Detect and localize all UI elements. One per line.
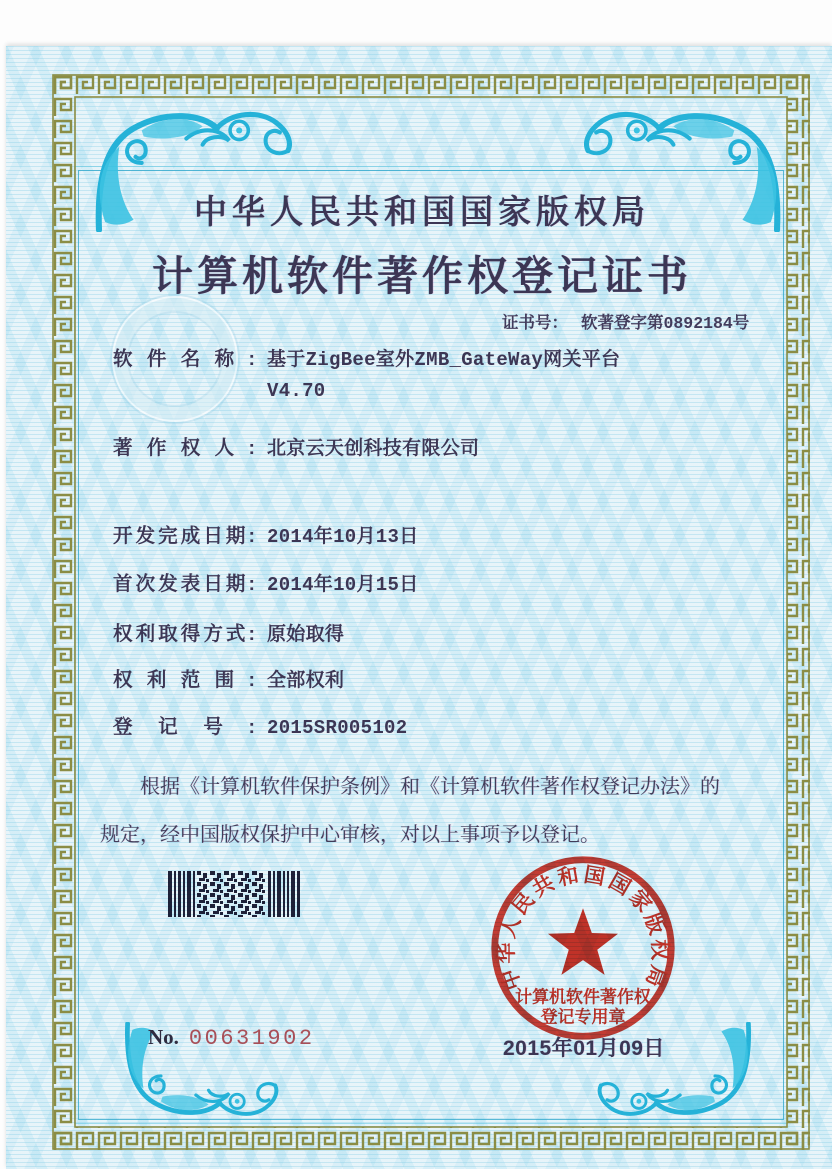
field-value: 全部权利 (267, 670, 345, 692)
field-value: 基于ZigBee室外ZMB_GateWay网关平台 (267, 349, 621, 371)
certificate-number-label: 证书号： (502, 314, 568, 332)
field-value: 2014年10月15日 (267, 574, 419, 596)
official-seal (486, 851, 680, 1045)
field-rights-acquisition (113, 622, 344, 651)
field-copyright-owner (113, 436, 479, 465)
star-icon (548, 908, 618, 975)
statement-line-2: 规定，经中国版权保护中心审核，对以上事项予以登记。 (100, 824, 600, 846)
barcode-icon (168, 871, 300, 917)
field-label: 软件名称: (113, 348, 255, 370)
seal-ring-text: 中华人民共和国国家版权局 (495, 863, 671, 993)
field-first-publish-date (113, 572, 419, 601)
field-label: 登记号: (113, 716, 255, 738)
meander-border (52, 74, 810, 1150)
serial-number-value: 00631902 (188, 1026, 315, 1051)
field-label: 权利取得方式: (113, 623, 255, 645)
certificate-number (502, 309, 749, 333)
field-value-line2: V4.70 (267, 380, 326, 402)
authority-title: 中华人民共和国国家版权局 (194, 193, 650, 230)
field-rights-scope (113, 668, 344, 697)
field-label: 权利范围: (113, 669, 255, 691)
field-label: 首次发表日期: (113, 573, 255, 595)
serial-number-label: No. (148, 1025, 179, 1049)
certificate-number-value: 软著登字第0892184号 (581, 314, 750, 333)
field-label: 开发完成日期: (113, 525, 255, 547)
certificate-title: 计算机软件著作权登记证书 (152, 253, 692, 299)
certificate-paper (6, 46, 832, 1169)
field-value: 2014年10月13日 (267, 526, 419, 548)
statement-line-1: 根据《计算机软件保护条例》和《计算机软件著作权登记办法》的 (140, 776, 720, 798)
field-registration-no (113, 715, 407, 744)
field-value: 原始取得 (267, 624, 345, 646)
field-value: 2015SR005102 (267, 717, 408, 739)
issue-date: 2015年01月09日 (503, 1037, 665, 1060)
field-dev-complete-date (113, 524, 419, 553)
field-label: 著作权人: (113, 437, 255, 459)
field-value: 北京云天创科技有限公司 (267, 438, 480, 460)
seal-inner-line2: 登记专用章 (540, 1007, 626, 1027)
seal-inner-line1: 计算机软件著作权 (515, 987, 651, 1007)
serial-number (148, 1025, 315, 1051)
field-software-name (113, 347, 620, 407)
